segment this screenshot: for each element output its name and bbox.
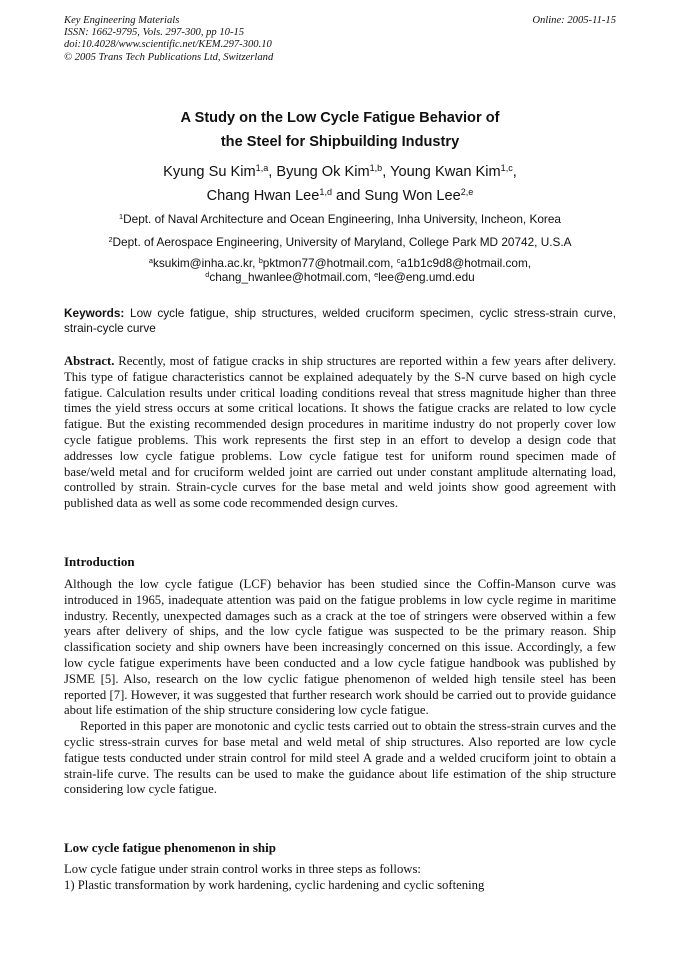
- author-affil-mark: 1,d: [319, 187, 332, 198]
- lcf-line-1: Low cycle fatigue under strain control works in three steps as follows:: [64, 862, 421, 876]
- email-link[interactable]: lee@eng.umd.edu: [378, 270, 475, 284]
- author-separator: ,: [512, 164, 517, 180]
- email-link[interactable]: pktmon77@hotmail.com: [262, 256, 391, 270]
- author-list: [64, 160, 616, 208]
- author-affil-mark: 1,b: [369, 163, 383, 174]
- author-affil-mark: 2,e: [460, 187, 474, 198]
- abstract-text: Recently, most of fatigue cracks in ship structures are reported within a few years after delivery. This type of fatigue characteristics cannot be explained adequately by the S-N curve based on high cycle fatigue. Calculation results under critical loading conditions reveal that stress magnitude higher than three times the yield stress occurs at some critical locations. It shows the fatigue cracks are related to low cycle fatigue. But the existing recommended design procedures in maritime industry do not properly cover low cycle fatigue problems. This work represents the first step in an effort to develop a design code that addresses low cycle fatigue problems. Low cycle fatigue test for uniform round specimen made of base/weld metal and for cruciform welded joint are carried out under constant amplitude alternating load, controlled by strain. Strain-cycle curves for the base metal and weld joints show good agreement with published data as well as some code recommended design curves.: [64, 354, 616, 511]
- author-name: Young Kwan Kim: [390, 164, 501, 180]
- affiliation-number: 1: [119, 211, 124, 221]
- introduction-heading: Introduction: [64, 554, 135, 569]
- email-line-1: $^a$ksukim@inha.ac.kr, $^b$pktmon77@hotmail.com, $^c$a1b1c9d8@hotmail.com,: [148, 255, 532, 270]
- journal-name: Key Engineering Materials: [64, 15, 180, 26]
- author-name: Byung Ok Kim: [276, 164, 370, 180]
- journal-header: [64, 15, 616, 64]
- email-link[interactable]: chang_hwanlee@hotmail.com: [209, 270, 368, 284]
- affiliation-2: [64, 235, 616, 250]
- email-link[interactable]: a1b1c9d8@hotmail.com: [400, 256, 528, 270]
- affiliation-text: Dept. of Aerospace Engineering, University of Maryland, College Park MD 20742, U.S.A: [112, 235, 572, 249]
- email-mark: e: [374, 269, 379, 279]
- abstract-label: Abstract.: [64, 354, 115, 368]
- author-name: Sung Won Lee: [364, 188, 461, 204]
- introduction-paragraph-1: Although the low cycle fatigue (LCF) behavior has been studied since the Coffin-Manson curve was introduced in 1965, inadequate attention was paid on the fatigue problems in low cycle regime in maritime industry. Recently, unexpected damages such as a crack at the toe of stringers were observed within a few years after delivery of ships, and the low cycle fatigue was suspected to be the primary reason. Ship classification society and ship owners have been increasingly concerned on this issue. Accordingly, a few low cycle fatigue experiments have been conducted and a low cycle fatigue handbook was published by JSME [5]. Also, research on the low cyclic fatigue phenomenon of welded high tensile steel has been reported [7]. However, it was suggested that further research work should be carried out to provide guidance about life estimation of the ship structure considering low cycle fatigue.: [64, 577, 616, 718]
- author-line-1: [64, 160, 616, 184]
- keywords-label: Keywords:: [64, 306, 125, 320]
- online-date: Online: 2005-11-15: [532, 15, 616, 26]
- lcf-section-body: [64, 862, 616, 894]
- issn-line: ISSN: 1662-9795, Vols. 297-300, pp 10-15: [64, 27, 245, 39]
- affiliation-1: [64, 212, 616, 227]
- keywords-text: Low cycle fatigue, ship structures, welded cruciform specimen, cyclic stress-strain curve, strain-cycle curve: [64, 306, 616, 335]
- author-affil-mark: 1,a: [255, 163, 269, 174]
- email-line-2: $^d$chang_hwanlee@hotmail.com, $^e$lee@eng.umd.edu: [205, 269, 475, 284]
- copyright-line: © 2005 Trans Tech Publications Ltd, Switzerland: [64, 51, 274, 63]
- author-separator: ,: [268, 164, 277, 180]
- abstract: [64, 354, 616, 512]
- lcf-line-2: 1) Plastic transformation by work hardening, cyclic hardening and cyclic softening: [64, 877, 485, 892]
- doi-line: doi:10.4028/www.scientific.net/KEM.297-300.10: [64, 39, 272, 51]
- email-link[interactable]: ksukim@inha.ac.kr: [152, 256, 253, 270]
- title-line-2: the Steel for Shipbuilding Industry: [220, 134, 460, 150]
- author-affil-mark: 1,c: [500, 163, 513, 174]
- author-separator: and: [332, 188, 365, 204]
- author-separator: ,: [382, 164, 391, 180]
- paper-title: [64, 106, 616, 154]
- lcf-section-heading: Low cycle fatigue phenomenon in ship: [64, 840, 276, 855]
- affiliation-number: 2: [108, 234, 113, 244]
- email-mark: a: [148, 255, 153, 265]
- email-list: [64, 256, 616, 284]
- email-mark: c: [396, 255, 401, 265]
- affiliation-text: Dept. of Naval Architecture and Ocean Engineering, Inha University, Incheon, Korea: [123, 212, 561, 226]
- author-name: Chang Hwan Lee: [206, 188, 320, 204]
- email-mark: d: [205, 269, 210, 279]
- author-line-2: [64, 184, 616, 208]
- title-line-1: A Study on the Low Cycle Fatigue Behavior of: [180, 110, 500, 126]
- introduction-body: [64, 577, 616, 798]
- keywords: [64, 306, 616, 336]
- author-name: Kyung Su Kim: [163, 164, 256, 180]
- email-mark: b: [258, 255, 263, 265]
- introduction-paragraph-2: Reported in this paper are monotonic and cyclic tests carried out to obtain the stress-strain curves and the cyclic stress-strain curves for base metal and weld metal of ship structures. Also reported are low cycle fatigue tests conducted under strain control for mild steel A grade and a welded cruciform joint to obtain a strain-life curve. The results can be used to make the guidance about life estimation of the ship structure considering low cycle fatigue.: [64, 719, 616, 797]
